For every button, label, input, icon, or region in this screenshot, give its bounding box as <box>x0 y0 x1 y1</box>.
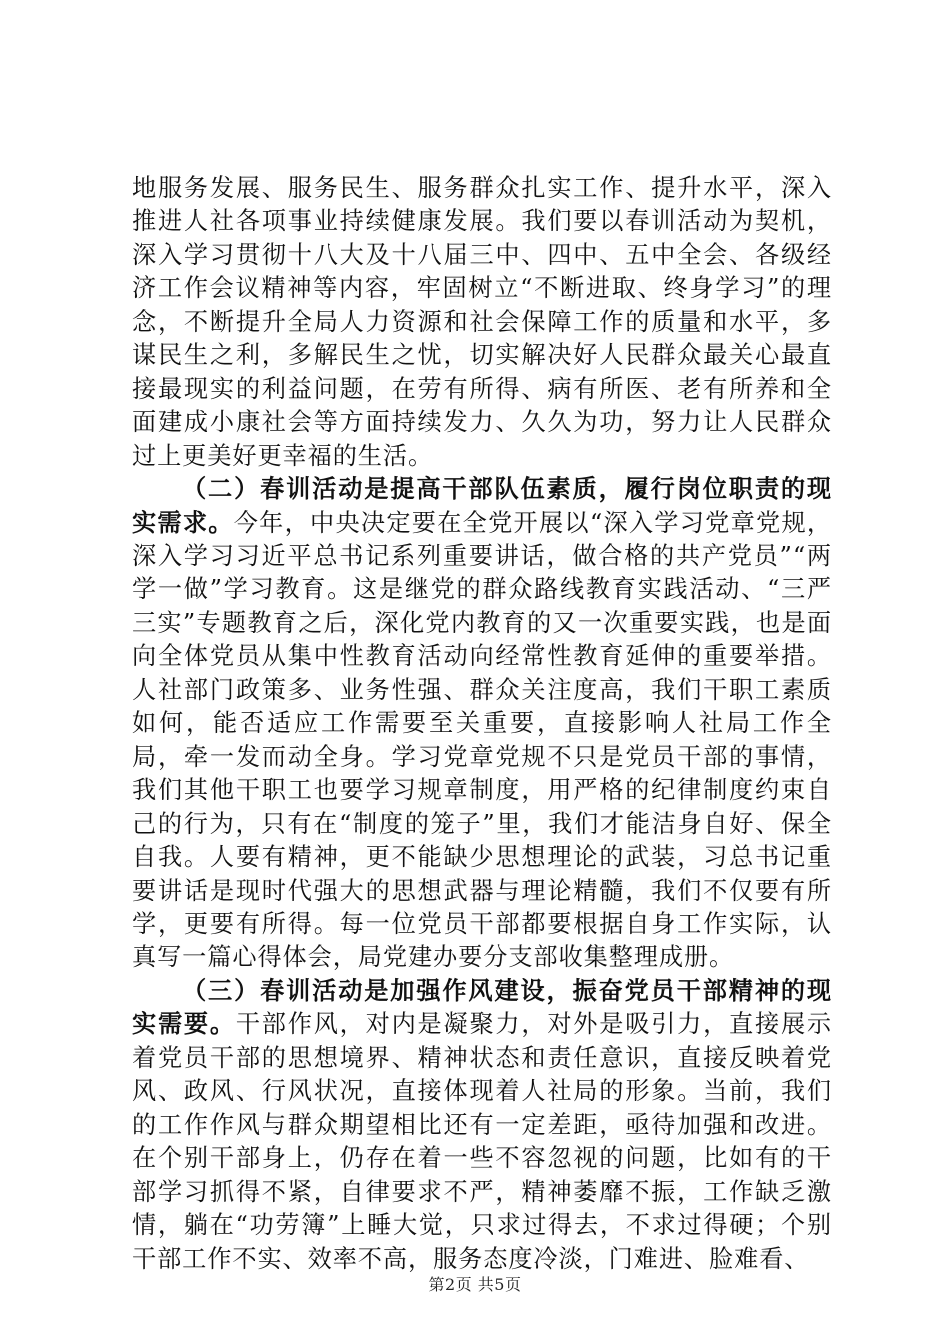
page-footer <box>0 1272 950 1295</box>
paragraph-3-body: 干部作风，对内是凝聚力，对外是吸引力，直接展示着党员干部的思想境界、精神状态和责任意识，直接反映着党风、政风、行风状况，直接体现着人社局的形象。当前，我们的工作作风与群众期望相比还有一定差距，亟待加强和改进。在个别干部身上，仍存在着一些不容忽视的问题，比如有的干部学习抓得不紧，自律要求不严，精神萎靡不振，工作缺乏激情，躺在“功劳簿”上睡大觉，只求过得去，不求过得硬；个别干部工作不实、效率不高，服务态度冷淡，门难进、脸难看、 <box>132 1010 833 1273</box>
document-page <box>132 172 833 1273</box>
paragraph-3 <box>132 975 832 1276</box>
paragraph-1 <box>132 172 832 473</box>
page-number-label: 第2页 共5页 <box>428 1275 522 1294</box>
paragraph-2 <box>132 473 832 975</box>
paragraph-2-heading: （二）春训活动是提高干部队伍素质，履行岗位职责的现实需求。 <box>132 475 832 537</box>
paragraph-3-heading: （三）春训活动是加强作风建设，振奋党员干部精神的现实需要。 <box>132 976 832 1039</box>
paragraph-1-body: 地服务发展、服务民生、服务群众扎实工作、提升水平，深入推进人社各项事业持续健康发展。我们要以春训活动为契机，深入学习贯彻十八大及十八届三中、四中、五中全会、各级经济工作会议精神等内容，牢固树立“不断进取、终身学习”的理念，不断提升全局人力资源和社会保障工作的质量和水平，多谋民生之利，多解民生之忧，切实解决好人民群众最关心最直接最现实的利益问题，在劳有所得、病有所医、老有所养和全面建成小康社会等方面持续发力、久久为功，努力让人民群众过上更美好更幸福的生活。 <box>132 174 832 470</box>
paragraph-2-body: 今年，中央决定要在全党开展以“深入学习党章党规，深入学习习近平总书记系列重要讲话，做合格的共产党员”“两学一做”学习教育。这是继党的群众路线教育实践活动、“三严三实”专题教育之后，深化党内教育的又一次重要实践，也是面向全体党员从集中性教育活动向经常性教育延伸的重要举措。人社部门政策多、业务性强、群众关注度高，我们干职工素质如何，能否适应工作需要至关重要，直接影响人社局工作全局，牵一发而动全身。学习党章党规不只是党员干部的事情，我们其他干职工也要学习规章制度，用严格的纪律制度约束自己的行为，只有在“制度的笼子”里，我们才能洁身自好、保全自我。人要有精神，更不能缺少思想理论的武装，习总书记重要讲话是现时代强大的思想武器与理论精髓，我们不仅要有所学，更要有所得。每一位党员干部都要根据自身工作实际，认真写一篇心得体会，局党建办要分支部收集整理成册。 <box>132 508 833 972</box>
